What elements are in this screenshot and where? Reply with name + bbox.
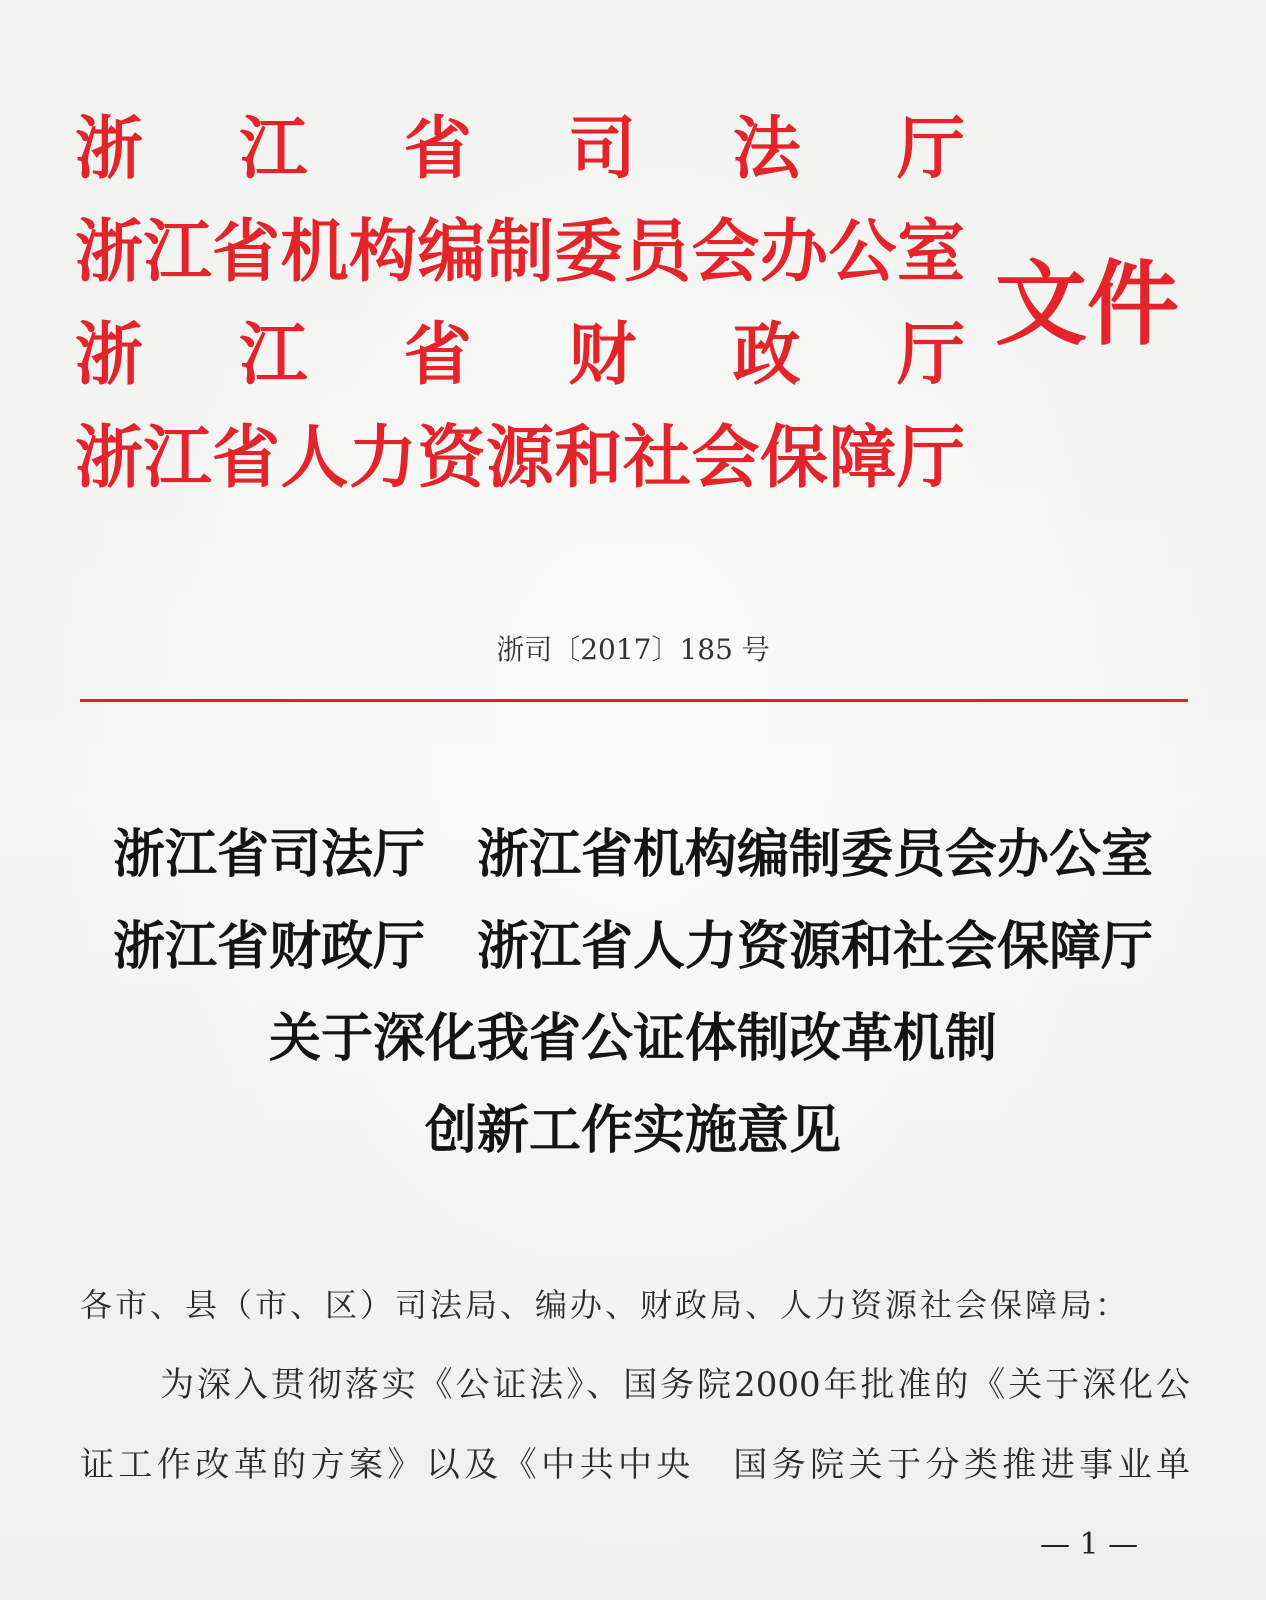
body-text-line: 为深入贯彻落实《公证法》、国务院2000年批准的《关于深化公 bbox=[160, 1365, 1190, 1405]
salutation: 各市、县（市、区）司法局、编办、财政局、人力资源社会保障局： bbox=[80, 1286, 1131, 1324]
issuer-staffing-commission-office: 浙江省机构编制委员会办公室 bbox=[75, 212, 965, 292]
page-number: — 1 — bbox=[1040, 1527, 1139, 1562]
red-divider-line bbox=[80, 699, 1188, 702]
title-line-issuers-1: 浙江省司法厅 浙江省机构编制委员会办公室 bbox=[112, 825, 1153, 885]
document-type-mark: 文件 bbox=[995, 250, 1180, 358]
title-line-subject-2: 创新工作实施意见 bbox=[424, 1101, 841, 1161]
document-number: 浙司〔2017〕185 号 bbox=[496, 633, 770, 666]
issuer-human-resources-department: 浙江省人力资源和社会保障厅 bbox=[75, 418, 965, 498]
issuer-justice-department: 浙江省司法厅 bbox=[75, 109, 965, 189]
document-title bbox=[0, 809, 1266, 1177]
title-line-subject-1: 关于深化我省公证体制改革机制 bbox=[268, 1009, 997, 1069]
issuing-authorities-block bbox=[75, 98, 965, 510]
title-line-issuers-2: 浙江省财政厅 浙江省人力资源和社会保障厅 bbox=[112, 917, 1153, 977]
body-text-line: 证工作改革的方案》以及《中共中央 国务院关于分类推进事业单 bbox=[80, 1445, 1190, 1485]
issuer-finance-department: 浙江省财政厅 bbox=[75, 315, 965, 395]
